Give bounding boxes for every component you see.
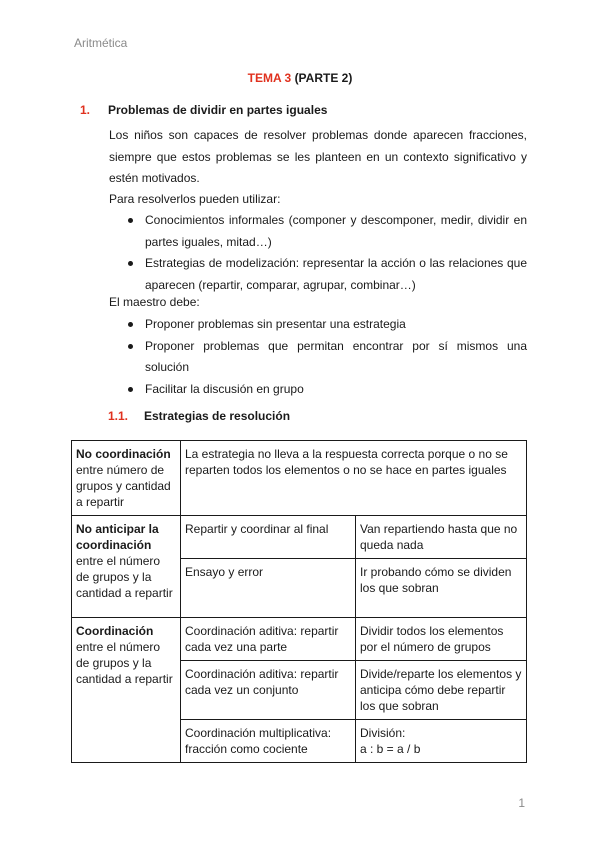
cell-text: entre número de grupos y cantidad a repartir	[76, 463, 171, 509]
table-cell: Ensayo y error	[181, 559, 356, 618]
cell-line: División:	[360, 726, 406, 740]
cell-bold: Coordinación	[76, 624, 154, 638]
table-cell: Coordinación multiplicativa: fracción como cociente	[181, 720, 356, 763]
table-row	[72, 441, 527, 516]
table-cell-header	[72, 441, 181, 516]
table-row	[72, 516, 527, 559]
table-cell: Ir probando cómo se dividen los que sobran	[356, 559, 527, 618]
cell-line: a : b = a / b	[360, 742, 421, 756]
page-number: 1	[518, 796, 525, 810]
paragraph-intro: Los niños son capaces de resolver problemas donde aparecen fracciones, siempre que estos problemas se les planteen en un contexto significativo y estén motivados.	[109, 128, 527, 185]
section-heading	[80, 103, 327, 117]
list-item: Conocimientos informales (componer y descomponer, medir, dividir en partes iguales, mitad…)	[109, 210, 527, 253]
section-title: Problemas de dividir en partes iguales	[108, 103, 328, 117]
table-cell: Coordinación aditiva: repartir cada vez un conjunto	[181, 661, 356, 720]
list-item: Proponer problemas que permitan encontrar por sí mismos una solución	[109, 336, 527, 379]
cell-bold: No anticipar la coordinación	[76, 522, 159, 552]
table-cell-header	[72, 618, 181, 763]
paragraph-resolve: Para resolverlos pueden utilizar:	[109, 192, 281, 206]
list-item: Proponer problemas sin presentar una estrategia	[109, 314, 527, 336]
list-item: Estrategias de modelización: representar la acción o las relaciones que aparecen (repartir, comparar, agrupar, combinar…)	[109, 253, 527, 296]
cell-text: entre el número de grupos y la cantidad a repartir	[76, 640, 173, 686]
table-cell: Repartir y coordinar al final	[181, 516, 356, 559]
title-parte: (PARTE 2)	[294, 71, 353, 85]
section-number: 1.	[80, 103, 91, 117]
paragraph-teacher: El maestro debe:	[109, 295, 200, 309]
subsection-title: Estrategias de resolución	[144, 409, 291, 423]
cell-bold: No coordinación	[76, 447, 171, 461]
subsection-heading	[108, 409, 290, 423]
document-header: Aritmética	[74, 36, 128, 50]
table-cell: Dividir todos los elementos por el número de grupos	[356, 618, 527, 661]
subsection-number: 1.1.	[108, 409, 129, 423]
table-cell: Coordinación aditiva: repartir cada vez una parte	[181, 618, 356, 661]
table-cell-header	[72, 516, 181, 618]
cell-text: entre el número de grupos y la cantidad a repartir	[76, 554, 173, 600]
strategies-table	[71, 440, 527, 763]
title-tema: TEMA 3	[247, 71, 292, 85]
strategies-list	[109, 210, 527, 296]
table-cell: La estrategia no lleva a la respuesta correcta porque o no se reparten todos los elementos o no se hace en partes iguales	[181, 441, 527, 516]
table-row	[72, 618, 527, 661]
table-cell: Van repartiendo hasta que no queda nada	[356, 516, 527, 559]
list-item: Facilitar la discusión en grupo	[109, 379, 527, 401]
teacher-list	[109, 314, 527, 400]
table-cell: Divide/reparte los elementos y anticipa cómo debe repartir los que sobran	[356, 661, 527, 720]
page-title	[0, 71, 600, 85]
table-cell	[356, 720, 527, 763]
